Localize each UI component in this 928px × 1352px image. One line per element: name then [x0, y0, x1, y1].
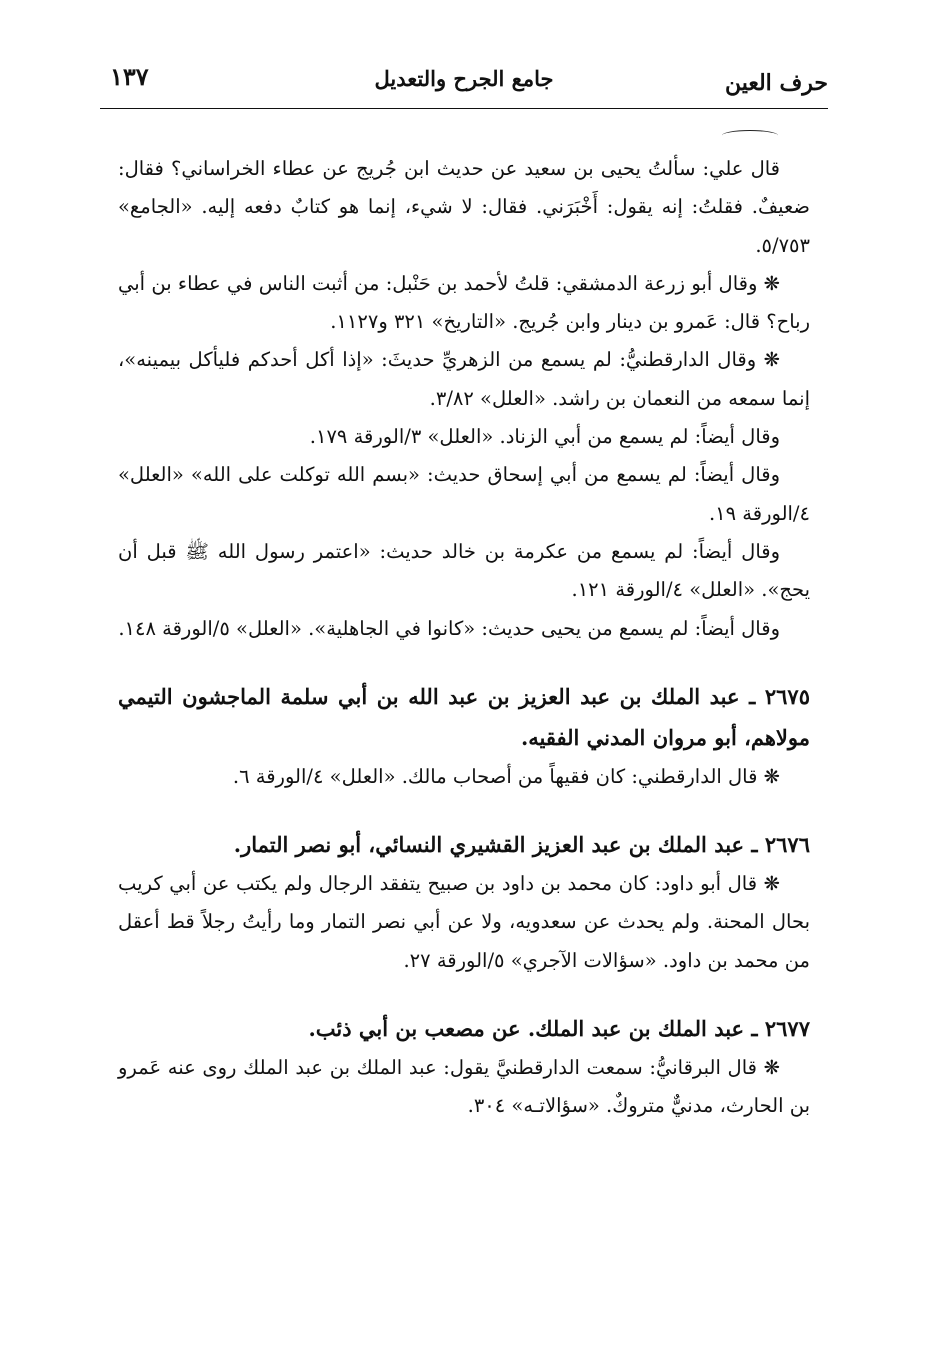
- paragraph: وقال أيضاً: لم يسمع من أبي الزناد. «العلل» ٣/الورقة ١٧٩.: [309, 425, 780, 449]
- pen-mark: [722, 130, 778, 141]
- entry-note: ❋ قال البرقانيُّ: سمعت الدارقطنيَّ يقول: عبد الملك بن عبد الملك روى عنه عَمرو بن الحارث، مدنيٌّ متروكٌ. «سؤالاتـه» ٣٠٤.: [118, 1056, 810, 1118]
- spacer: [118, 796, 810, 810]
- spacer: [118, 980, 810, 994]
- paragraph: وقال أيضاً: لم يسمع من يحيى حديث: «كانوا في الجاهلية». «العلل» ٥/الورقة ١٤٨.: [118, 616, 780, 640]
- paragraph: وقال أيضاً: لم يسمع من عكرمة بن خالد حديث: «اعتمر رسول الله ﷺ قبل أن يحج». «العلل» ٤/الورقة ١٢١.: [118, 539, 810, 602]
- entry-heading: ٢٦٧٧ ـ عبد الملك بن عبد الملك. عن مصعب بن أبي ذئب.: [308, 1016, 810, 1042]
- entry-note: ❋ قال الدارقطني: كان فقيهاً من أصحاب مالك. «العلل» ٤/الورقة ٦.: [232, 764, 780, 788]
- paragraph: ❋ وقال أبو زرعة الدمشقي: قلتُ لأحمد بن حَنْبل: من أثبت الناس في عطاء بن أبي رباح؟ قال: عَمرو بن دينار وابن جُريج. «التاريخ» ٣٢١ و١١٢٧.: [118, 271, 810, 334]
- chapter-title: حرف العين: [724, 70, 828, 96]
- entry-heading: ٢٦٧٥ ـ عبد الملك بن عبد العزيز بن عبد الله بن أبي سلمة الماجشون التيمي مولاهم، أبو مروان المدني الفقيه.: [118, 683, 810, 750]
- entry-note: ❋ قال أبو داود: كان محمد بن داود بن صبيح يتفقد الرجال ولم يكتب عن أبي كريب بحال المحنة. ولم يحدث عن سعدويه، ولا عن أبي نصر التمار وما رأيتُ رجلاً قط أعقل من محمد بن داود. «سؤالات الآجري» ٥/الورقة ٢٧.: [118, 872, 810, 972]
- book-title: جامع الجرح والتعديل: [374, 66, 554, 91]
- spacer: [118, 648, 810, 662]
- header-rule: [100, 108, 828, 109]
- paragraph: قال علي: سألتُ يحيى بن سعيد عن حديث ابن جُريج عن عطاء الخراساني؟ فقال: ضعيفٌ. فقلتُ: إنه يقول: أَخْبَرَني. فقال: لا شيء، إنما هو كتابٌ دفعه إليه. «الجامع» ٥/٧٥٣.: [118, 157, 810, 257]
- page-body: [118, 150, 810, 1126]
- running-header: [100, 62, 828, 106]
- paragraph: وقال أيضاً: لم يسمع من أبي إسحاق حديث: «بسم الله توكلت على الله» «العلل» ٤/الورقة ١٩.: [118, 463, 810, 525]
- entry-heading: ٢٦٧٦ ـ عبد الملك بن عبد العزيز القشيري النسائي، أبو نصر التمار.: [233, 832, 810, 858]
- page-number: ١٣٧: [110, 62, 149, 91]
- paragraph: ❋ وقال الدارقطنيُّ: لم يسمع من الزهريِّ حديثَ: «إذا أكل أحدكم فليأكل بيمينه»، إنما سمعه من النعمان بن راشد. «العلل» ٣/٨٢.: [118, 348, 810, 410]
